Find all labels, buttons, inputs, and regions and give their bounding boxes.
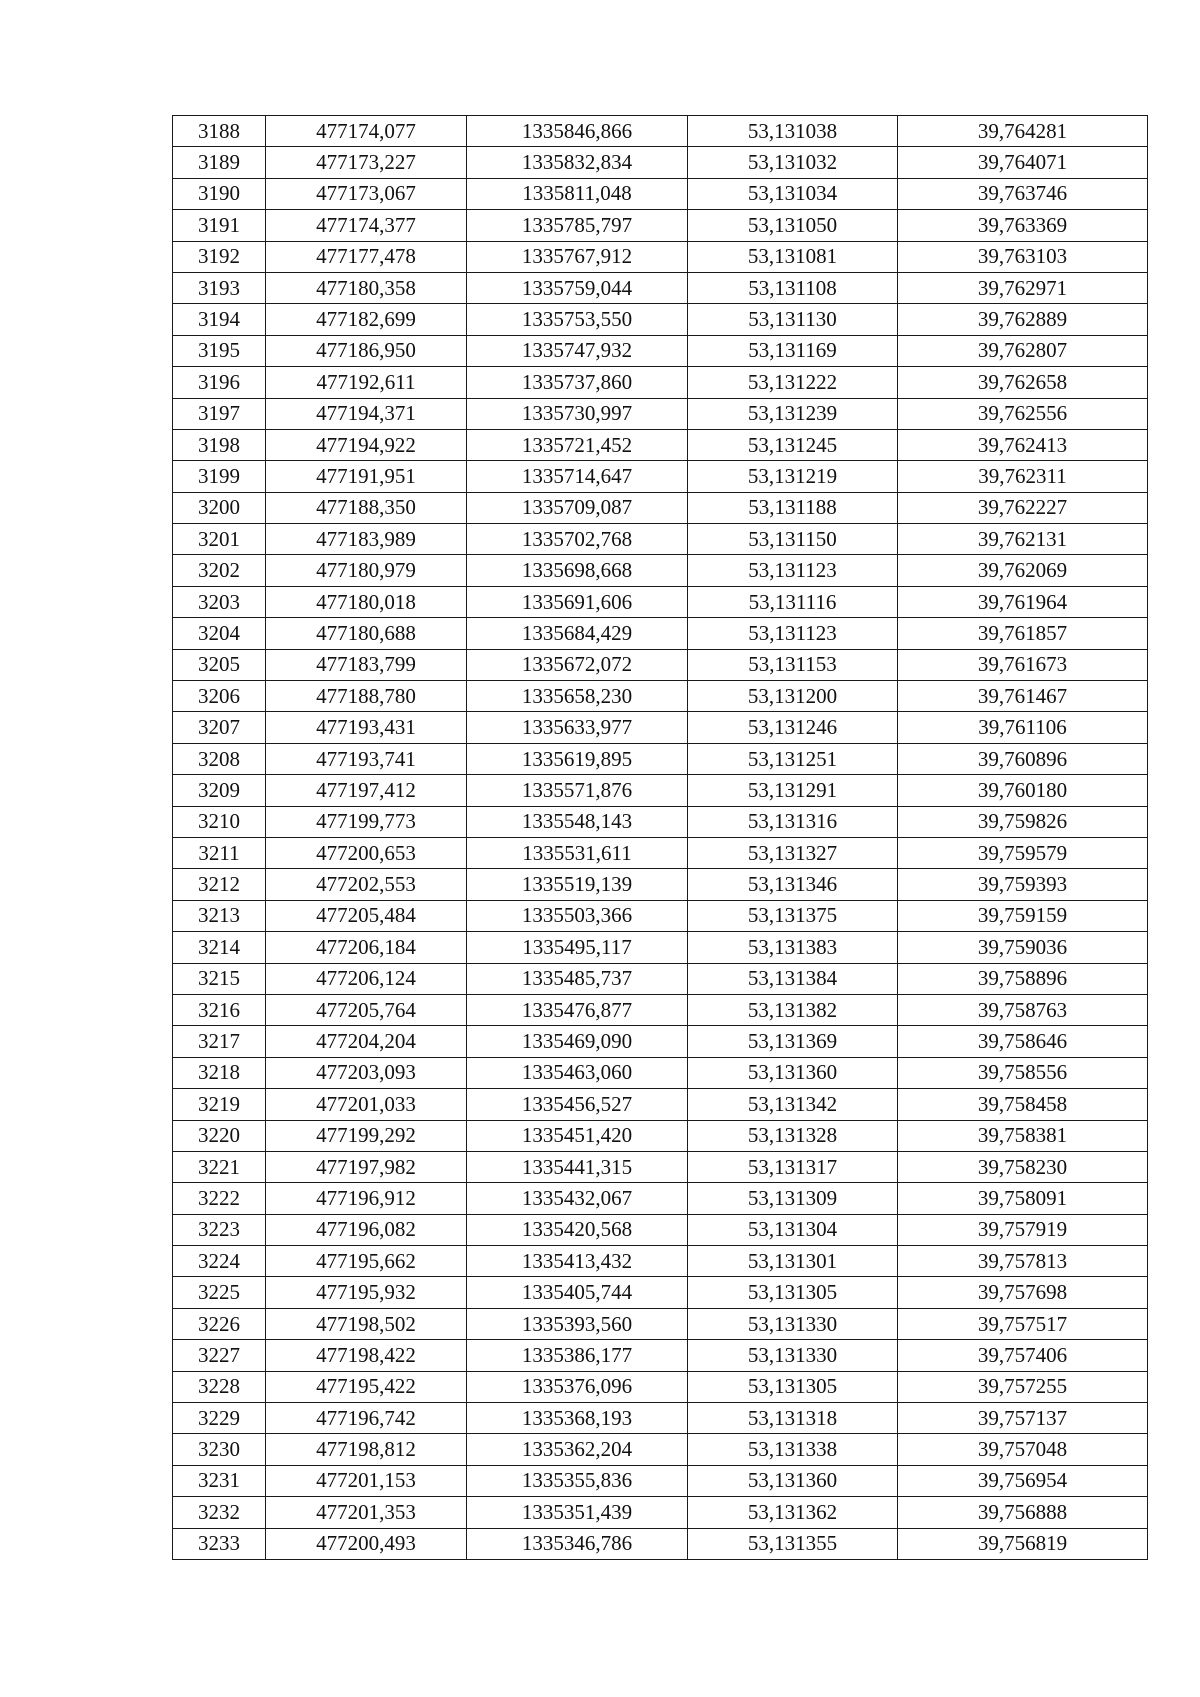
point-number-cell: 3218	[173, 1057, 266, 1088]
latitude-cell: 53,131346	[688, 869, 898, 900]
longitude-cell: 39,762889	[898, 304, 1148, 335]
x-coordinate-cell: 477193,741	[266, 743, 467, 774]
longitude-cell: 39,762556	[898, 398, 1148, 429]
latitude-cell: 53,131317	[688, 1151, 898, 1182]
latitude-cell: 53,131169	[688, 335, 898, 366]
longitude-cell: 39,761673	[898, 649, 1148, 680]
table-row	[173, 932, 1148, 963]
x-coordinate-cell: 477183,799	[266, 649, 467, 680]
x-coordinate-cell: 477188,780	[266, 681, 467, 712]
y-coordinate-cell: 1335702,768	[467, 524, 688, 555]
point-number-cell: 3193	[173, 272, 266, 303]
x-coordinate-cell: 477201,033	[266, 1089, 467, 1120]
x-coordinate-cell: 477198,812	[266, 1434, 467, 1465]
table-row	[173, 712, 1148, 743]
latitude-cell: 53,131032	[688, 147, 898, 178]
y-coordinate-cell: 1335531,611	[467, 837, 688, 868]
y-coordinate-cell: 1335413,432	[467, 1246, 688, 1277]
point-number-cell: 3208	[173, 743, 266, 774]
point-number-cell: 3224	[173, 1246, 266, 1277]
x-coordinate-cell: 477192,611	[266, 367, 467, 398]
y-coordinate-cell: 1335709,087	[467, 492, 688, 523]
longitude-cell: 39,758556	[898, 1057, 1148, 1088]
point-number-cell: 3203	[173, 586, 266, 617]
longitude-cell: 39,762227	[898, 492, 1148, 523]
latitude-cell: 53,131239	[688, 398, 898, 429]
x-coordinate-cell: 477200,653	[266, 837, 467, 868]
table-row	[173, 461, 1148, 492]
table-row	[173, 1183, 1148, 1214]
y-coordinate-cell: 1335368,193	[467, 1403, 688, 1434]
table-row	[173, 900, 1148, 931]
point-number-cell: 3231	[173, 1465, 266, 1496]
point-number-cell: 3204	[173, 618, 266, 649]
table-row	[173, 1151, 1148, 1182]
y-coordinate-cell: 1335548,143	[467, 806, 688, 837]
x-coordinate-cell: 477174,377	[266, 210, 467, 241]
longitude-cell: 39,756954	[898, 1465, 1148, 1496]
x-coordinate-cell: 477180,018	[266, 586, 467, 617]
point-number-cell: 3199	[173, 461, 266, 492]
table-row	[173, 1403, 1148, 1434]
y-coordinate-cell: 1335698,668	[467, 555, 688, 586]
longitude-cell: 39,761964	[898, 586, 1148, 617]
x-coordinate-cell: 477199,292	[266, 1120, 467, 1151]
longitude-cell: 39,758458	[898, 1089, 1148, 1120]
table-row	[173, 1277, 1148, 1308]
point-number-cell: 3230	[173, 1434, 266, 1465]
x-coordinate-cell: 477202,553	[266, 869, 467, 900]
longitude-cell: 39,758230	[898, 1151, 1148, 1182]
y-coordinate-cell: 1335846,866	[467, 116, 688, 147]
point-number-cell: 3201	[173, 524, 266, 555]
x-coordinate-cell: 477180,688	[266, 618, 467, 649]
latitude-cell: 53,131383	[688, 932, 898, 963]
latitude-cell: 53,131301	[688, 1246, 898, 1277]
x-coordinate-cell: 477186,950	[266, 335, 467, 366]
y-coordinate-cell: 1335495,117	[467, 932, 688, 963]
x-coordinate-cell: 477204,204	[266, 1026, 467, 1057]
latitude-cell: 53,131355	[688, 1528, 898, 1559]
x-coordinate-cell: 477194,922	[266, 429, 467, 460]
x-coordinate-cell: 477194,371	[266, 398, 467, 429]
y-coordinate-cell: 1335730,997	[467, 398, 688, 429]
latitude-cell: 53,131246	[688, 712, 898, 743]
y-coordinate-cell: 1335469,090	[467, 1026, 688, 1057]
x-coordinate-cell: 477201,153	[266, 1465, 467, 1496]
x-coordinate-cell: 477180,979	[266, 555, 467, 586]
latitude-cell: 53,131305	[688, 1371, 898, 1402]
point-number-cell: 3205	[173, 649, 266, 680]
latitude-cell: 53,131245	[688, 429, 898, 460]
point-number-cell: 3200	[173, 492, 266, 523]
point-number-cell: 3225	[173, 1277, 266, 1308]
point-number-cell: 3198	[173, 429, 266, 460]
longitude-cell: 39,762971	[898, 272, 1148, 303]
x-coordinate-cell: 477174,077	[266, 116, 467, 147]
x-coordinate-cell: 477196,742	[266, 1403, 467, 1434]
table-row	[173, 1371, 1148, 1402]
x-coordinate-cell: 477173,227	[266, 147, 467, 178]
y-coordinate-cell: 1335441,315	[467, 1151, 688, 1182]
latitude-cell: 53,131360	[688, 1465, 898, 1496]
y-coordinate-cell: 1335463,060	[467, 1057, 688, 1088]
point-number-cell: 3192	[173, 241, 266, 272]
longitude-cell: 39,762131	[898, 524, 1148, 555]
table-row	[173, 869, 1148, 900]
point-number-cell: 3232	[173, 1497, 266, 1528]
x-coordinate-cell: 477195,932	[266, 1277, 467, 1308]
x-coordinate-cell: 477196,912	[266, 1183, 467, 1214]
table-row	[173, 1120, 1148, 1151]
point-number-cell: 3194	[173, 304, 266, 335]
longitude-cell: 39,762069	[898, 555, 1148, 586]
latitude-cell: 53,131327	[688, 837, 898, 868]
longitude-cell: 39,764281	[898, 116, 1148, 147]
longitude-cell: 39,763746	[898, 178, 1148, 209]
y-coordinate-cell: 1335658,230	[467, 681, 688, 712]
y-coordinate-cell: 1335832,834	[467, 147, 688, 178]
table-row	[173, 210, 1148, 241]
latitude-cell: 53,131369	[688, 1026, 898, 1057]
latitude-cell: 53,131360	[688, 1057, 898, 1088]
x-coordinate-cell: 477195,422	[266, 1371, 467, 1402]
y-coordinate-cell: 1335691,606	[467, 586, 688, 617]
point-number-cell: 3213	[173, 900, 266, 931]
latitude-cell: 53,131081	[688, 241, 898, 272]
latitude-cell: 53,131130	[688, 304, 898, 335]
latitude-cell: 53,131123	[688, 555, 898, 586]
y-coordinate-cell: 1335456,527	[467, 1089, 688, 1120]
x-coordinate-cell: 477197,412	[266, 775, 467, 806]
y-coordinate-cell: 1335393,560	[467, 1308, 688, 1339]
table-row	[173, 618, 1148, 649]
longitude-cell: 39,762311	[898, 461, 1148, 492]
y-coordinate-cell: 1335476,877	[467, 994, 688, 1025]
latitude-cell: 53,131034	[688, 178, 898, 209]
longitude-cell: 39,758381	[898, 1120, 1148, 1151]
table-row	[173, 806, 1148, 837]
table-row	[173, 1465, 1148, 1496]
latitude-cell: 53,131291	[688, 775, 898, 806]
latitude-cell: 53,131116	[688, 586, 898, 617]
x-coordinate-cell: 477196,082	[266, 1214, 467, 1245]
longitude-cell: 39,758091	[898, 1183, 1148, 1214]
point-number-cell: 3212	[173, 869, 266, 900]
point-number-cell: 3196	[173, 367, 266, 398]
x-coordinate-cell: 477191,951	[266, 461, 467, 492]
x-coordinate-cell: 477188,350	[266, 492, 467, 523]
latitude-cell: 53,131318	[688, 1403, 898, 1434]
longitude-cell: 39,763369	[898, 210, 1148, 241]
table-row	[173, 492, 1148, 523]
point-number-cell: 3195	[173, 335, 266, 366]
point-number-cell: 3222	[173, 1183, 266, 1214]
point-number-cell: 3220	[173, 1120, 266, 1151]
point-number-cell: 3216	[173, 994, 266, 1025]
table-row	[173, 1089, 1148, 1120]
latitude-cell: 53,131123	[688, 618, 898, 649]
x-coordinate-cell: 477195,662	[266, 1246, 467, 1277]
table-row	[173, 524, 1148, 555]
y-coordinate-cell: 1335362,204	[467, 1434, 688, 1465]
y-coordinate-cell: 1335747,932	[467, 335, 688, 366]
y-coordinate-cell: 1335737,860	[467, 367, 688, 398]
x-coordinate-cell: 477199,773	[266, 806, 467, 837]
latitude-cell: 53,131200	[688, 681, 898, 712]
table-row	[173, 1246, 1148, 1277]
latitude-cell: 53,131362	[688, 1497, 898, 1528]
longitude-cell: 39,763103	[898, 241, 1148, 272]
x-coordinate-cell: 477200,493	[266, 1528, 467, 1559]
longitude-cell: 39,758763	[898, 994, 1148, 1025]
point-number-cell: 3229	[173, 1403, 266, 1434]
x-coordinate-cell: 477182,699	[266, 304, 467, 335]
point-number-cell: 3210	[173, 806, 266, 837]
point-number-cell: 3207	[173, 712, 266, 743]
point-number-cell: 3227	[173, 1340, 266, 1371]
table-row	[173, 1026, 1148, 1057]
longitude-cell: 39,757698	[898, 1277, 1148, 1308]
point-number-cell: 3211	[173, 837, 266, 868]
point-number-cell: 3221	[173, 1151, 266, 1182]
latitude-cell: 53,131251	[688, 743, 898, 774]
latitude-cell: 53,131188	[688, 492, 898, 523]
x-coordinate-cell: 477206,124	[266, 963, 467, 994]
x-coordinate-cell: 477203,093	[266, 1057, 467, 1088]
point-number-cell: 3189	[173, 147, 266, 178]
latitude-cell: 53,131309	[688, 1183, 898, 1214]
table-row	[173, 963, 1148, 994]
y-coordinate-cell: 1335753,550	[467, 304, 688, 335]
table-row	[173, 1057, 1148, 1088]
table-row	[173, 178, 1148, 209]
table-row	[173, 586, 1148, 617]
point-number-cell: 3217	[173, 1026, 266, 1057]
x-coordinate-cell: 477193,431	[266, 712, 467, 743]
y-coordinate-cell: 1335619,895	[467, 743, 688, 774]
x-coordinate-cell: 477201,353	[266, 1497, 467, 1528]
y-coordinate-cell: 1335451,420	[467, 1120, 688, 1151]
point-number-cell: 3214	[173, 932, 266, 963]
table-row	[173, 1308, 1148, 1339]
table-row	[173, 429, 1148, 460]
y-coordinate-cell: 1335571,876	[467, 775, 688, 806]
table-row	[173, 1434, 1148, 1465]
table-row	[173, 116, 1148, 147]
longitude-cell: 39,756819	[898, 1528, 1148, 1559]
latitude-cell: 53,131219	[688, 461, 898, 492]
table-row	[173, 775, 1148, 806]
y-coordinate-cell: 1335811,048	[467, 178, 688, 209]
y-coordinate-cell: 1335386,177	[467, 1340, 688, 1371]
y-coordinate-cell: 1335485,737	[467, 963, 688, 994]
table-row	[173, 1497, 1148, 1528]
longitude-cell: 39,759579	[898, 837, 1148, 868]
longitude-cell: 39,758646	[898, 1026, 1148, 1057]
point-number-cell: 3197	[173, 398, 266, 429]
point-number-cell: 3190	[173, 178, 266, 209]
longitude-cell: 39,757406	[898, 1340, 1148, 1371]
table-row	[173, 335, 1148, 366]
y-coordinate-cell: 1335420,568	[467, 1214, 688, 1245]
x-coordinate-cell: 477180,358	[266, 272, 467, 303]
longitude-cell: 39,759393	[898, 869, 1148, 900]
y-coordinate-cell: 1335767,912	[467, 241, 688, 272]
latitude-cell: 53,131330	[688, 1308, 898, 1339]
y-coordinate-cell: 1335759,044	[467, 272, 688, 303]
table-row	[173, 681, 1148, 712]
longitude-cell: 39,759826	[898, 806, 1148, 837]
longitude-cell: 39,762807	[898, 335, 1148, 366]
longitude-cell: 39,758896	[898, 963, 1148, 994]
x-coordinate-cell: 477173,067	[266, 178, 467, 209]
table-row	[173, 147, 1148, 178]
point-number-cell: 3202	[173, 555, 266, 586]
point-number-cell: 3206	[173, 681, 266, 712]
table-row	[173, 994, 1148, 1025]
longitude-cell: 39,757813	[898, 1246, 1148, 1277]
latitude-cell: 53,131382	[688, 994, 898, 1025]
x-coordinate-cell: 477183,989	[266, 524, 467, 555]
x-coordinate-cell: 477205,764	[266, 994, 467, 1025]
latitude-cell: 53,131108	[688, 272, 898, 303]
longitude-cell: 39,757137	[898, 1403, 1148, 1434]
longitude-cell: 39,759036	[898, 932, 1148, 963]
latitude-cell: 53,131153	[688, 649, 898, 680]
longitude-cell: 39,762658	[898, 367, 1148, 398]
latitude-cell: 53,131304	[688, 1214, 898, 1245]
table-row	[173, 272, 1148, 303]
x-coordinate-cell: 477198,422	[266, 1340, 467, 1371]
y-coordinate-cell: 1335355,836	[467, 1465, 688, 1496]
latitude-cell: 53,131305	[688, 1277, 898, 1308]
longitude-cell: 39,756888	[898, 1497, 1148, 1528]
point-number-cell: 3233	[173, 1528, 266, 1559]
latitude-cell: 53,131330	[688, 1340, 898, 1371]
latitude-cell: 53,131384	[688, 963, 898, 994]
point-number-cell: 3228	[173, 1371, 266, 1402]
latitude-cell: 53,131328	[688, 1120, 898, 1151]
y-coordinate-cell: 1335714,647	[467, 461, 688, 492]
latitude-cell: 53,131038	[688, 116, 898, 147]
table-row	[173, 367, 1148, 398]
y-coordinate-cell: 1335346,786	[467, 1528, 688, 1559]
table-row	[173, 398, 1148, 429]
longitude-cell: 39,757048	[898, 1434, 1148, 1465]
x-coordinate-cell: 477198,502	[266, 1308, 467, 1339]
latitude-cell: 53,131342	[688, 1089, 898, 1120]
coordinates-table	[172, 115, 1148, 1560]
longitude-cell: 39,761467	[898, 681, 1148, 712]
x-coordinate-cell: 477177,478	[266, 241, 467, 272]
latitude-cell: 53,131338	[688, 1434, 898, 1465]
table-row	[173, 555, 1148, 586]
longitude-cell: 39,762413	[898, 429, 1148, 460]
x-coordinate-cell: 477206,184	[266, 932, 467, 963]
point-number-cell: 3191	[173, 210, 266, 241]
longitude-cell: 39,760896	[898, 743, 1148, 774]
table-row	[173, 649, 1148, 680]
latitude-cell: 53,131150	[688, 524, 898, 555]
point-number-cell: 3219	[173, 1089, 266, 1120]
point-number-cell: 3215	[173, 963, 266, 994]
longitude-cell: 39,757919	[898, 1214, 1148, 1245]
x-coordinate-cell: 477205,484	[266, 900, 467, 931]
table-row	[173, 1528, 1148, 1559]
y-coordinate-cell: 1335721,452	[467, 429, 688, 460]
y-coordinate-cell: 1335503,366	[467, 900, 688, 931]
y-coordinate-cell: 1335376,096	[467, 1371, 688, 1402]
coordinates-table-body	[173, 116, 1148, 1560]
point-number-cell: 3188	[173, 116, 266, 147]
latitude-cell: 53,131222	[688, 367, 898, 398]
table-row	[173, 1214, 1148, 1245]
longitude-cell: 39,761106	[898, 712, 1148, 743]
latitude-cell: 53,131316	[688, 806, 898, 837]
x-coordinate-cell: 477197,982	[266, 1151, 467, 1182]
table-row	[173, 837, 1148, 868]
longitude-cell: 39,764071	[898, 147, 1148, 178]
y-coordinate-cell: 1335432,067	[467, 1183, 688, 1214]
y-coordinate-cell: 1335785,797	[467, 210, 688, 241]
longitude-cell: 39,757255	[898, 1371, 1148, 1402]
longitude-cell: 39,757517	[898, 1308, 1148, 1339]
table-row	[173, 1340, 1148, 1371]
y-coordinate-cell: 1335519,139	[467, 869, 688, 900]
table-row	[173, 304, 1148, 335]
y-coordinate-cell: 1335351,439	[467, 1497, 688, 1528]
latitude-cell: 53,131375	[688, 900, 898, 931]
longitude-cell: 39,759159	[898, 900, 1148, 931]
y-coordinate-cell: 1335633,977	[467, 712, 688, 743]
table-row	[173, 241, 1148, 272]
latitude-cell: 53,131050	[688, 210, 898, 241]
y-coordinate-cell: 1335672,072	[467, 649, 688, 680]
longitude-cell: 39,761857	[898, 618, 1148, 649]
y-coordinate-cell: 1335684,429	[467, 618, 688, 649]
point-number-cell: 3226	[173, 1308, 266, 1339]
table-row	[173, 743, 1148, 774]
y-coordinate-cell: 1335405,744	[467, 1277, 688, 1308]
longitude-cell: 39,760180	[898, 775, 1148, 806]
point-number-cell: 3209	[173, 775, 266, 806]
point-number-cell: 3223	[173, 1214, 266, 1245]
